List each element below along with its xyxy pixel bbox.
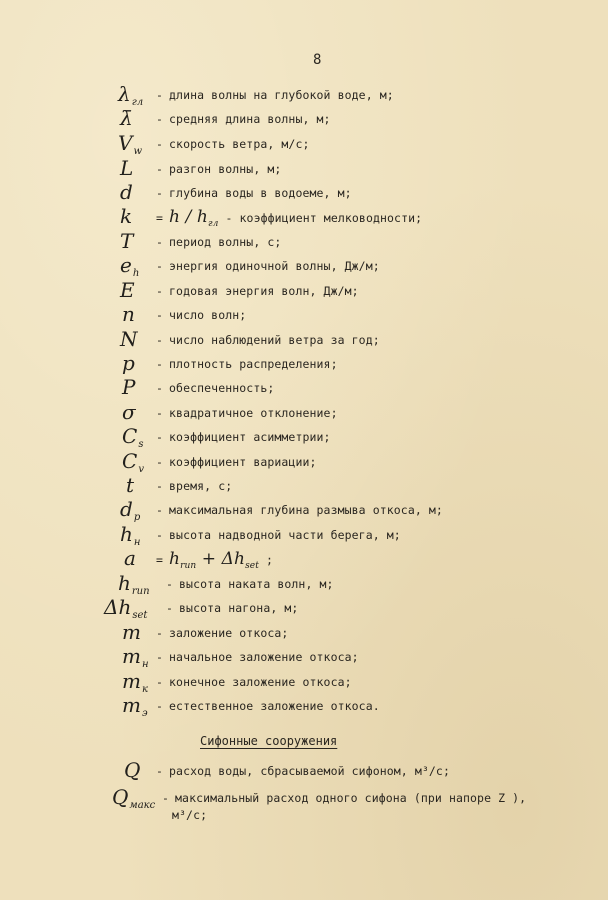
symbol-fetch: L: [120, 156, 134, 180]
definition-row: - максимальная глубина размыва откоса, м;: [156, 503, 443, 517]
symbol-single-wave-energy: $e_h$: [120, 253, 140, 279]
symbol-wave-count: n: [122, 302, 135, 326]
definition-row: - разгон волны, м;: [156, 162, 282, 176]
symbol-time: t: [126, 473, 135, 497]
definition-row: - высота наката волн, м;: [166, 577, 334, 591]
definition-row: - плотность распределения;: [156, 357, 338, 371]
symbol-max-discharge: $Q_{макс}$: [112, 785, 156, 811]
symbol-lambda-mean: λ̄: [120, 106, 133, 130]
definition-row: - длина волны на глубокой воде, м;: [156, 88, 394, 102]
symbol-skewness: $C_s$: [122, 424, 144, 450]
definition-row: - энергия одиночной волны, Дж/м;: [156, 259, 380, 273]
definition-row: - высота нагона, м;: [166, 601, 299, 615]
definition-row: - число наблюдений ветра за год;: [156, 333, 380, 347]
symbol-a: a: [124, 546, 136, 570]
definition-row: = $h_{run} + \Delta h_{set}$ ;: [156, 549, 274, 571]
symbol-slope-natural: $m_э$: [122, 693, 148, 719]
formula: $h_{run} + \Delta h_{set}$: [169, 549, 259, 571]
symbol-shallowness: k: [120, 204, 133, 228]
symbol-exceedance: P: [122, 375, 136, 399]
section-heading: Сифонные сооружения: [200, 734, 338, 748]
definition-row: - естественное заложение откоса.: [156, 699, 380, 713]
definition-row: - средняя длина волны, м;: [156, 112, 331, 126]
formula: h / $h_{гл}$: [169, 207, 219, 229]
symbol-discharge: Q: [124, 758, 141, 782]
symbol-density: p: [122, 351, 135, 375]
symbol-sigma: σ: [122, 400, 136, 424]
page-number: 8: [313, 52, 322, 68]
definition-row: - коэффициент асимметрии;: [156, 430, 331, 444]
definition-row: - период волны, с;: [156, 235, 282, 249]
symbol-slope: m: [122, 620, 141, 644]
definition-row: - заложение откоса;: [156, 626, 289, 640]
definition-row: - коэффициент вариации;: [156, 455, 317, 469]
definition-row: - годовая энергия волн, Дж/м;: [156, 284, 359, 298]
definition-row-continuation: м³/с;: [172, 808, 208, 822]
symbol-bank-height: $h_н$: [120, 522, 141, 548]
definition-row: - глубина воды в водоеме, м;: [156, 186, 352, 200]
definition-row: - конечное заложение откоса;: [156, 675, 352, 689]
definition-row: - обеспеченность;: [156, 381, 275, 395]
definition-row: - начальное заложение откоса;: [156, 650, 359, 664]
symbol-run-up: $h_{run}$: [118, 571, 150, 597]
symbol-wind-speed: $V_w$: [118, 131, 143, 157]
symbol-period: T: [120, 229, 134, 253]
symbol-lambda-deep: $\lambda_{гл}$: [118, 82, 144, 108]
definition-row: - время, с;: [156, 479, 233, 493]
symbol-scour-depth: $d_p$: [120, 497, 141, 523]
definition-row: - скорость ветра, м/с;: [156, 137, 310, 151]
symbol-depth: d: [120, 180, 133, 204]
definition-row: - квадратичное отклонение;: [156, 406, 338, 420]
definition-row: - расход воды, сбрасываемой сифоном, м³/с;: [156, 764, 450, 778]
symbol-slope-initial: $m_н$: [122, 644, 149, 670]
definition-row: - число волн;: [156, 308, 247, 322]
definition-row: - высота надводной части берега, м;: [156, 528, 401, 542]
symbol-observations: N: [120, 327, 138, 351]
symbol-annual-energy: E: [120, 278, 135, 302]
definition-row: = h / $h_{гл}$ - коэффициент мелководности;: [156, 207, 423, 229]
symbol-slope-final: $m_к$: [122, 669, 148, 695]
symbol-setup: $\Delta h_{set}$: [104, 595, 148, 621]
symbol-variation: $C_v$: [122, 449, 144, 475]
definition-row: - максимальный расход одного сифона (при напоре Z ),: [162, 791, 527, 805]
